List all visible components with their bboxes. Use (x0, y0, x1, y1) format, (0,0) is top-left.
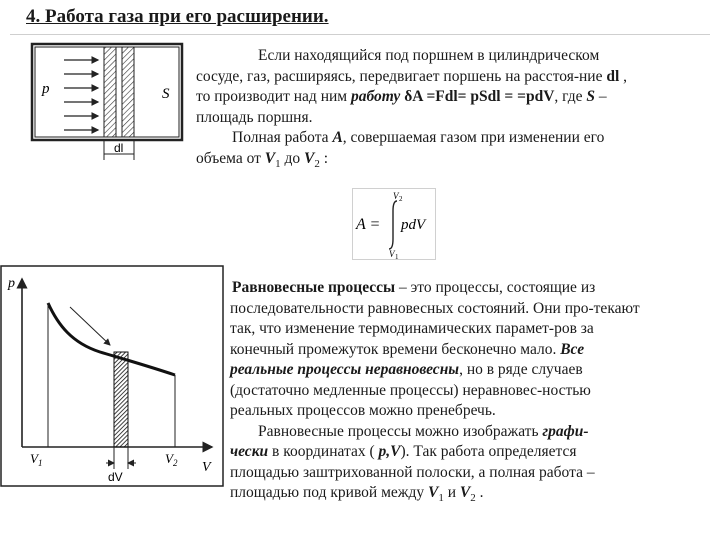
piston-start (104, 47, 116, 137)
svg-text:2: 2 (399, 195, 403, 203)
pv-diagram (0, 265, 224, 487)
paragraph-equilibrium: Равновесные процессы – это процессы, состоящие из последовательности равновесных состояний. Они про-текают так, что изменение термодинамических парамет-ров за конечный промежуток времени бесконечно мало. Все реальные процессы неравновесны, но в ряде случаев (достаточно медленные процессы) неравновес-ностью реальных процессов можно пренебречь. Равновесные процессы можно изображать графи- чески в координатах ( p,V). Так работа определяется площадью заштрихованной полоски, а полная работа – площадью под кривой между $V_1$ и $V_2$ . (230, 278, 706, 509)
paragraph-work-intro: Если находящийся под поршнем в цилиндрическом сосуде, газ, расширяясь, передвигает поршень на расстоя-ние dl , то производит над ним работу δA =Fdl= pSdl = =pdV, где S – площадь поршня. Полная работа A, совершаемая газом при изменении его объема от $V_1$ до $V_2$ : (196, 46, 701, 174)
svg-text:A =: A = (356, 216, 381, 233)
p-axis-label: p (8, 276, 15, 291)
paragraph-graphical: Равновесные процессы можно изображать графи- (258, 422, 589, 440)
svg-text:pdV: pdV (401, 217, 426, 233)
svg-text:V: V (389, 249, 395, 259)
work-integral-formula (352, 188, 436, 260)
displacement-label: dl (114, 141, 124, 155)
svg-text:V: V (393, 191, 399, 201)
area-label: S (162, 86, 170, 102)
process-curve (48, 303, 175, 375)
paragraph-total-work: Полная работа A, совершаемая газом при изменении его (232, 129, 605, 146)
v-axis-label: V (202, 460, 211, 475)
svg-text:1: 1 (395, 253, 399, 260)
work-strip (114, 352, 128, 447)
v1-label: $V_1$ (30, 451, 43, 468)
pressure-arrows (64, 60, 98, 130)
piston-end (122, 47, 134, 137)
pressure-label: p (42, 81, 50, 97)
title-divider (10, 34, 710, 35)
piston-figure (24, 38, 188, 162)
v2-label: $V_2$ (165, 451, 178, 468)
page-title: 4. Работа газа при его расширении. (26, 6, 329, 27)
dv-label: dV (108, 470, 123, 484)
